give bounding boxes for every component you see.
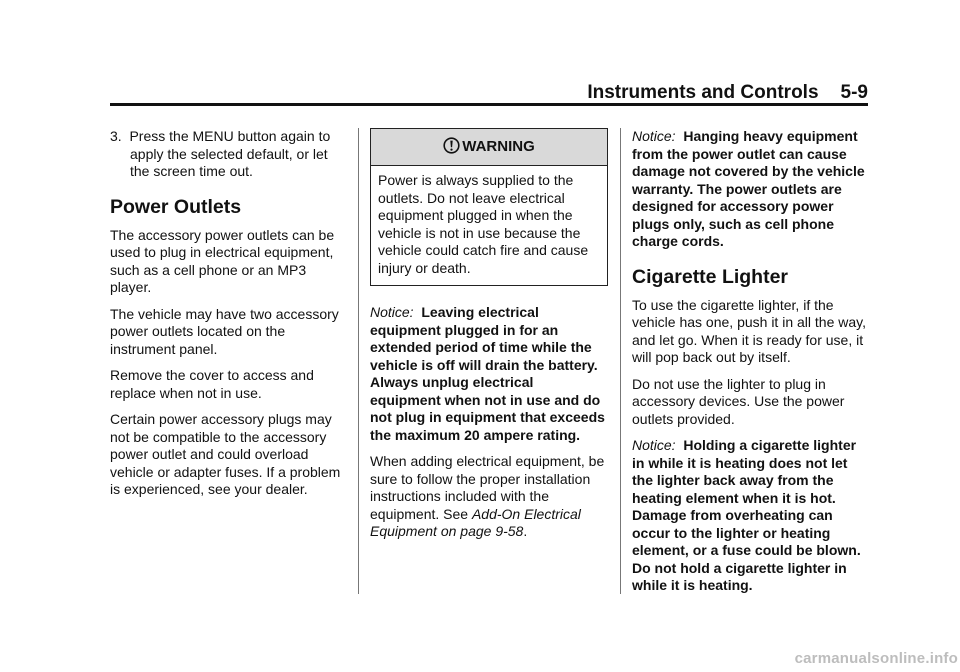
page-number: 5-9 — [840, 82, 868, 103]
warning-header — [371, 129, 607, 166]
notice-text: Hanging heavy equipment from the power outlet can cause damage not covered by the vehicle warranty. The power outlets are designed for accessory power plugs only, such as cell phone charge cords. — [632, 128, 865, 249]
notice-label: Notice: — [370, 304, 414, 320]
cross-reference-link[interactable]: Add-On Electrical Equipment on page 9-58 — [370, 505, 581, 539]
list-text: Press the MENU button again to apply the selected default, or let the screen time out. — [129, 128, 331, 179]
paragraph: To use the cigarette lighter, if the vehicle has one, push it in all the way, and let go. When it is ready for use, it will pop back out by itself. — [632, 296, 866, 365]
notice-text: Holding a cigarette lighter in while it is heating does not let the lighter back away from the heating element when it is hot. Damage from overheating can occur to the lighter or heating element, or a fuse could be blown. Do not hold a cigarette lighter in while it is heating. — [632, 437, 861, 593]
notice — [632, 128, 870, 251]
list-number: 3. — [110, 128, 122, 144]
warning-title: WARNING — [462, 138, 535, 155]
section-title: Instruments and Controls — [587, 82, 819, 103]
warning-symbol-icon — [443, 137, 460, 154]
notice-text: Leaving electrical equipment plugged in for an extended period of time while the vehicle is off will drain the battery. Always unplug electrical equipment when not in use and do not plug in equipment that exceeds the maximum 20 ampere rating. — [370, 304, 605, 443]
column-middle — [370, 128, 608, 550]
header-rule — [110, 103, 868, 106]
section-heading-power-outlets: Power Outlets — [110, 195, 242, 218]
paragraph-end: . — [523, 523, 528, 539]
column-right — [632, 128, 870, 604]
watermark: carmanualsonline.info — [794, 650, 958, 667]
paragraph: Certain power accessory plugs may not be compatible to the accessory power outlet and could overload vehicle or adapter fuses. If a problem is experienced, see your dealer. — [110, 411, 341, 497]
paragraph — [370, 453, 608, 541]
notice-label: Notice: — [632, 437, 676, 453]
notice — [370, 304, 608, 444]
notice — [632, 437, 870, 595]
paragraph: Remove the cover to access and replace when not in use. — [110, 367, 314, 401]
paragraph: The accessory power outlets can be used to plug in electrical equipment, such as a cell phone or an MP3 player. — [110, 226, 335, 295]
warning-body: Power is always supplied to the outlets. Do not leave electrical equipment plugged in when the vehicle is not in use because the vehicle could catch fire and cause injury or death. — [378, 172, 589, 276]
warning-box — [370, 128, 608, 286]
section-heading-cigarette-lighter: Cigarette Lighter — [632, 265, 789, 288]
paragraph: The vehicle may have two accessory power outlets located on the instrument panel. — [110, 305, 339, 357]
column-divider — [620, 128, 621, 594]
column-divider — [358, 128, 359, 594]
paragraph-text: When adding electrical equipment, be sure to follow the proper installation instructions included with the equipment. See — [370, 453, 605, 522]
notice-label: Notice: — [632, 128, 676, 144]
paragraph: Do not use the lighter to plug in accessory devices. Use the power outlets provided. — [632, 375, 845, 427]
column-left — [110, 128, 348, 508]
list-item — [110, 128, 348, 181]
